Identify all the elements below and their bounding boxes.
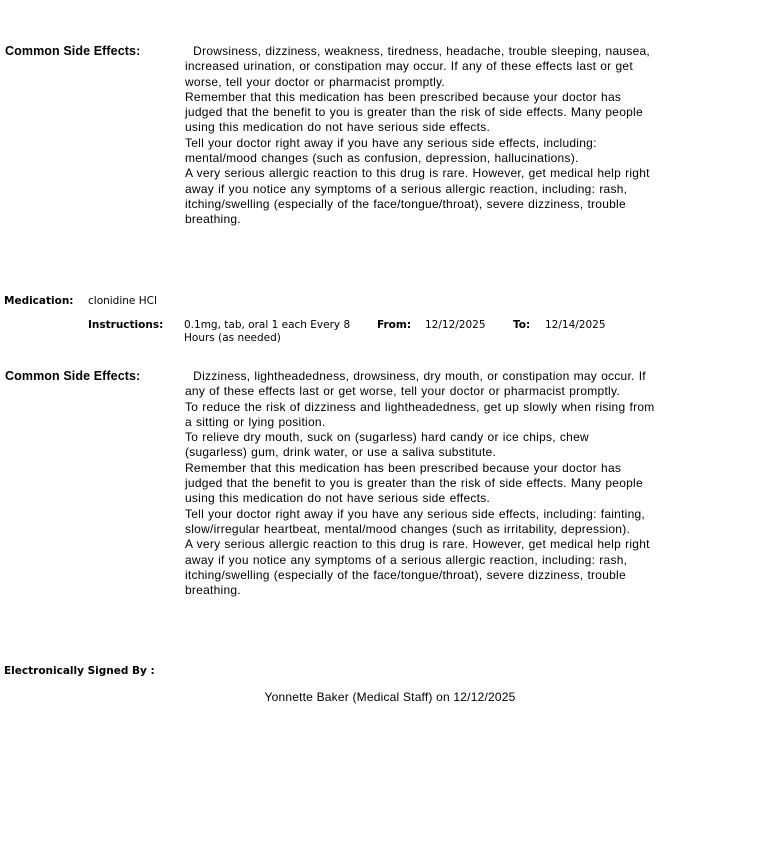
instructions-label: Instructions: (88, 319, 164, 331)
from-date: 12/12/2025 (425, 319, 486, 331)
side-effects-paragraph: A very serious allergic reaction to this drug is rare. However, get medical help right away if you notice any symptoms of a serious allergic reaction, including: rash, itching/swelling (especially of the face/tongue/throat), severe dizziness, trouble breathing. (185, 537, 650, 598)
side-effects-label-1: Common Side Effects: (5, 44, 141, 58)
side-effects-paragraph: A very serious allergic reaction to this drug is rare. However, get medical help right away if you notice any symptoms of a serious allergic reaction, including: rash, itching/swelling (especially of the face/tongue/throat), severe dizziness, trouble breathing. (185, 166, 650, 227)
side-effects-paragraph: Drowsiness, dizziness, weakness, tiredness, headache, trouble sleeping, nausea, increased urination, or constipation may occur. If any of these effects last or get worse, tell your doctor or pharmacist promptly. (185, 44, 650, 89)
signature-value: Yonnette Baker (Medical Staff) on 12/12/2025 (264, 690, 516, 704)
side-effects-label-2: Common Side Effects: (5, 369, 141, 383)
from-label: From: (377, 319, 412, 331)
side-effects-paragraph: Tell your doctor right away if you have any serious side effects, including: mental/mood changes (such as confusion, depression, hallucinations). (185, 135, 597, 166)
side-effects-paragraph: Tell your doctor right away if you have any serious side effects, including: fainting, slow/irregular heartbeat, mental/mood changes (such as irritability, depression). (185, 506, 646, 536)
medication-label: Medication: (4, 295, 74, 307)
side-effects-text-2 (185, 369, 655, 598)
side-effects-paragraph: Remember that this medication has been prescribed because your doctor has judged that the benefit to you is greater than the risk of side effects. Many people using this medication do not have serious side effects. (185, 460, 643, 506)
side-effects-text-1 (185, 44, 655, 228)
side-effects-paragraph: Dizziness, lightheadedness, drowsiness, dry mouth, or constipation may occur. If any of these effects last or get worse, tell your doctor or pharmacist promptly. (185, 369, 646, 399)
to-date: 12/14/2025 (545, 319, 606, 331)
to-label: To: (513, 319, 531, 331)
side-effects-paragraph: To reduce the risk of dizziness and lightheadedness, get up slowly when rising from a sitting or lying position. (185, 399, 655, 429)
signature-label: Electronically Signed By : (4, 665, 155, 677)
side-effects-paragraph: Remember that this medication has been prescribed because your doctor has judged that the benefit to you is greater than the risk of side effects. Many people using this medication do not have serious side effects. (185, 89, 643, 135)
medication-value: clonidine HCl (88, 295, 157, 307)
instructions-value: 0.1mg, tab, oral 1 each Every 8 Hours (as needed) (184, 319, 351, 344)
side-effects-paragraph: To relieve dry mouth, suck on (sugarless) hard candy or ice chips, chew (sugarless) gum, drink water, or use a saliva substitute. (185, 430, 589, 460)
